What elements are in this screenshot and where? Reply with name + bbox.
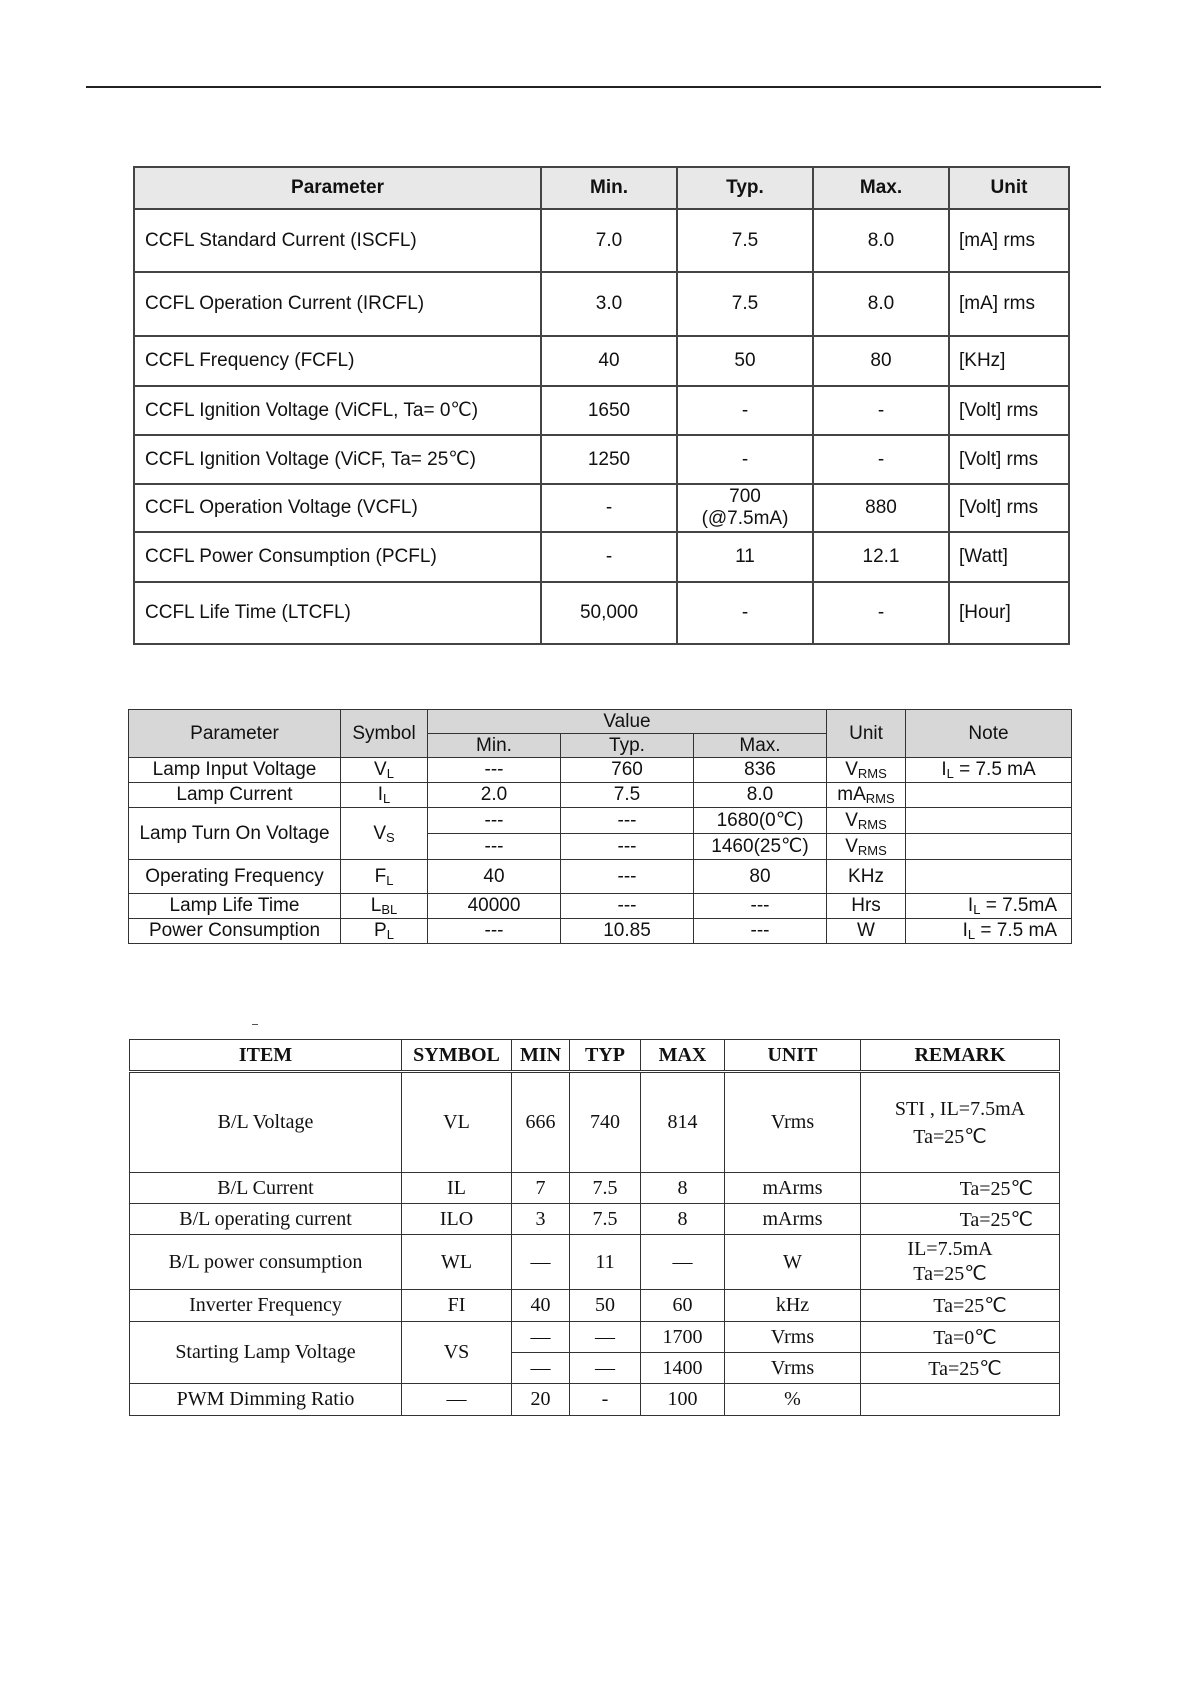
cell-unit: $V_{RMS}$ [827,808,906,834]
cell-parameter: Lamp Input Voltage [129,758,341,783]
cell-min: --- [428,834,561,860]
cell-unit: W [827,919,906,944]
cell-parameter: Power Consumption [129,919,341,944]
cell-unit: % [725,1384,861,1416]
cell-unit: Hrs [827,894,906,919]
cell-parameter: CCFL Power Consumption (PCFL) [134,532,541,582]
cell-symbol: $P_L$ [341,919,428,944]
cell-unit: Vrms [725,1072,861,1173]
cell-remark: STI , IL=7.5mA Ta=25℃ [861,1072,1060,1173]
cell-min: — [512,1235,570,1290]
cell-item: B/L power consumption [130,1235,402,1290]
cell-max: 1400 [641,1353,725,1384]
cell-max: 1680(0℃) [694,808,827,834]
stray-mark [252,1024,258,1025]
header-unit: Unit [949,167,1069,209]
cell-remark: Ta=25℃ [861,1353,1060,1384]
cell-min: 50,000 [541,582,677,644]
table-row [130,1173,1060,1204]
cell-min: — [512,1353,570,1384]
header-typ: TYP [570,1040,641,1072]
header-min: Min. [541,167,677,209]
cell-max: 1700 [641,1322,725,1353]
cell-item: Starting Lamp Voltage [130,1322,402,1384]
cell-note [906,808,1072,834]
cell-typ: 11 [570,1235,641,1290]
cell-unit: $V_{RMS}$ [827,834,906,860]
cell-max: 12.1 [813,532,949,582]
cell-min: 1250 [541,435,677,484]
cell-remark: Ta=25℃ [861,1290,1060,1322]
cell-item: PWM Dimming Ratio [130,1384,402,1416]
cell-unit: [mA] rms [949,272,1069,336]
cell-min: 40 [541,336,677,386]
cell-max: 60 [641,1290,725,1322]
cell-unit: [Hour] [949,582,1069,644]
table-row [130,1290,1060,1322]
cell-parameter: CCFL Operation Voltage (VCFL) [134,484,541,532]
cell-max: 814 [641,1072,725,1173]
cell-min: 7.0 [541,209,677,272]
table-row [134,272,1069,336]
cell-min: --- [428,919,561,944]
cell-unit: [Volt] rms [949,435,1069,484]
header-note: Note [906,710,1072,758]
cell-unit: [Watt] [949,532,1069,582]
cell-min: — [512,1322,570,1353]
table-row [129,783,1072,808]
cell-parameter: CCFL Ignition Voltage (ViCFL, Ta= 0℃) [134,386,541,435]
cell-symbol: WL [402,1235,512,1290]
cell-typ: 7.5 [570,1204,641,1235]
cell-note: $I_L = 7.5mA$ [906,894,1072,919]
table-header-row [130,1040,1060,1072]
cell-max: 8 [641,1204,725,1235]
cell-min: 20 [512,1384,570,1416]
lamp-spec-table [128,709,1072,944]
table-row [130,1384,1060,1416]
table-row [134,435,1069,484]
cell-min: 2.0 [428,783,561,808]
cell-typ: 50 [677,336,813,386]
header-max: MAX [641,1040,725,1072]
cell-unit: $V_{RMS}$ [827,758,906,783]
cell-max: 8.0 [694,783,827,808]
cell-max: 100 [641,1384,725,1416]
table-row [130,1235,1060,1290]
cell-parameter: Lamp Turn On Voltage [129,808,341,860]
cell-parameter: CCFL Standard Current (ISCFL) [134,209,541,272]
cell-note: $I_L = 7.5$ mA [906,919,1072,944]
cell-typ: --- [561,894,694,919]
cell-min: 40 [512,1290,570,1322]
table-row [134,582,1069,644]
header-value: Value [428,710,827,734]
cell-typ: 7.5 [570,1173,641,1204]
header-min: Min. [428,734,561,758]
cell-min: --- [428,758,561,783]
cell-typ: - [570,1384,641,1416]
table-row [129,894,1072,919]
cell-min: - [541,532,677,582]
cell-symbol: $I_L$ [341,783,428,808]
cell-min: 1650 [541,386,677,435]
cell-max: --- [694,919,827,944]
cell-unit: mArms [725,1204,861,1235]
header-item: ITEM [130,1040,402,1072]
cell-parameter: CCFL Frequency (FCFL) [134,336,541,386]
cell-symbol: $V_S$ [341,808,428,860]
table-row [134,336,1069,386]
cell-parameter: CCFL Life Time (LTCFL) [134,582,541,644]
cell-unit: [mA] rms [949,209,1069,272]
cell-typ: 7.5 [677,209,813,272]
cell-unit: [Volt] rms [949,484,1069,532]
ccfl-spec-table [133,166,1070,645]
header-max: Max. [813,167,949,209]
cell-max: --- [694,894,827,919]
header-typ: Typ. [561,734,694,758]
cell-typ: - [677,386,813,435]
header-symbol: SYMBOL [402,1040,512,1072]
cell-remark: Ta=25℃ [861,1173,1060,1204]
cell-unit: $mA_{RMS}$ [827,783,906,808]
table-row [130,1204,1060,1235]
cell-item: B/L operating current [130,1204,402,1235]
cell-max: — [641,1235,725,1290]
cell-typ: - [677,582,813,644]
cell-parameter: CCFL Ignition Voltage (ViCF, Ta= 25℃) [134,435,541,484]
table-row [129,860,1072,894]
cell-typ: - [677,435,813,484]
cell-symbol: — [402,1384,512,1416]
cell-parameter: Lamp Current [129,783,341,808]
table-header-row [134,167,1069,209]
cell-typ: --- [561,860,694,894]
cell-remark: Ta=0℃ [861,1322,1060,1353]
table-row [134,209,1069,272]
cell-max: - [813,386,949,435]
table-row [134,532,1069,582]
cell-min: - [541,484,677,532]
cell-typ: 11 [677,532,813,582]
backlight-spec-table [129,1039,1060,1416]
cell-symbol: VS [402,1322,512,1384]
table-row [134,386,1069,435]
cell-typ: — [570,1353,641,1384]
cell-note [906,834,1072,860]
header-parameter: Parameter [129,710,341,758]
cell-unit: W [725,1235,861,1290]
cell-typ: 760 [561,758,694,783]
table-row [129,758,1072,783]
cell-max: 80 [813,336,949,386]
cell-item: B/L Current [130,1173,402,1204]
cell-typ: 50 [570,1290,641,1322]
cell-symbol: $L_{BL}$ [341,894,428,919]
table-row [130,1322,1060,1353]
cell-typ: --- [561,834,694,860]
header-typ: Typ. [677,167,813,209]
cell-symbol: FI [402,1290,512,1322]
cell-parameter: Lamp Life Time [129,894,341,919]
cell-max: 8.0 [813,209,949,272]
cell-note [906,783,1072,808]
cell-parameter: CCFL Operation Current (IRCFL) [134,272,541,336]
table-header-row [129,710,1072,734]
cell-remark: Ta=25℃ [861,1204,1060,1235]
header-unit: Unit [827,710,906,758]
header-remark: REMARK [861,1040,1060,1072]
cell-symbol: ILO [402,1204,512,1235]
cell-typ: --- [561,808,694,834]
cell-min: 40000 [428,894,561,919]
cell-min: 666 [512,1072,570,1173]
cell-max: 8 [641,1173,725,1204]
cell-min: 3.0 [541,272,677,336]
table-row [129,919,1072,944]
cell-parameter: Operating Frequency [129,860,341,894]
cell-symbol: IL [402,1173,512,1204]
cell-unit: mArms [725,1173,861,1204]
cell-typ: 7.5 [677,272,813,336]
cell-unit: [KHz] [949,336,1069,386]
cell-unit: kHz [725,1290,861,1322]
header-parameter: Parameter [134,167,541,209]
cell-max: 8.0 [813,272,949,336]
cell-typ: 7.5 [561,783,694,808]
cell-item: B/L Voltage [130,1072,402,1173]
cell-item: Inverter Frequency [130,1290,402,1322]
cell-unit: Vrms [725,1353,861,1384]
cell-note [906,860,1072,894]
cell-typ: 740 [570,1072,641,1173]
cell-unit: [Volt] rms [949,386,1069,435]
cell-min: 40 [428,860,561,894]
cell-typ: — [570,1322,641,1353]
header-symbol: Symbol [341,710,428,758]
table-row [129,808,1072,834]
cell-note: $I_L = 7.5$ mA [906,758,1072,783]
cell-max: - [813,582,949,644]
header-max: Max. [694,734,827,758]
cell-remark [861,1384,1060,1416]
cell-max: 80 [694,860,827,894]
cell-min: 7 [512,1173,570,1204]
cell-max: 880 [813,484,949,532]
table-row [130,1072,1060,1173]
cell-min: 3 [512,1204,570,1235]
header-unit: UNIT [725,1040,861,1072]
cell-unit: KHz [827,860,906,894]
cell-max: 836 [694,758,827,783]
cell-max: 1460(25℃) [694,834,827,860]
cell-symbol: $F_L$ [341,860,428,894]
header-min: MIN [512,1040,570,1072]
cell-symbol: VL [402,1072,512,1173]
page-header-rule [86,86,1101,88]
cell-max: - [813,435,949,484]
cell-typ: 700 (@7.5mA) [677,484,813,532]
table-row [134,484,1069,532]
cell-unit: Vrms [725,1322,861,1353]
cell-min: --- [428,808,561,834]
cell-remark: IL=7.5mA Ta=25℃ [861,1235,1060,1290]
cell-symbol: $V_L$ [341,758,428,783]
cell-typ: 10.85 [561,919,694,944]
